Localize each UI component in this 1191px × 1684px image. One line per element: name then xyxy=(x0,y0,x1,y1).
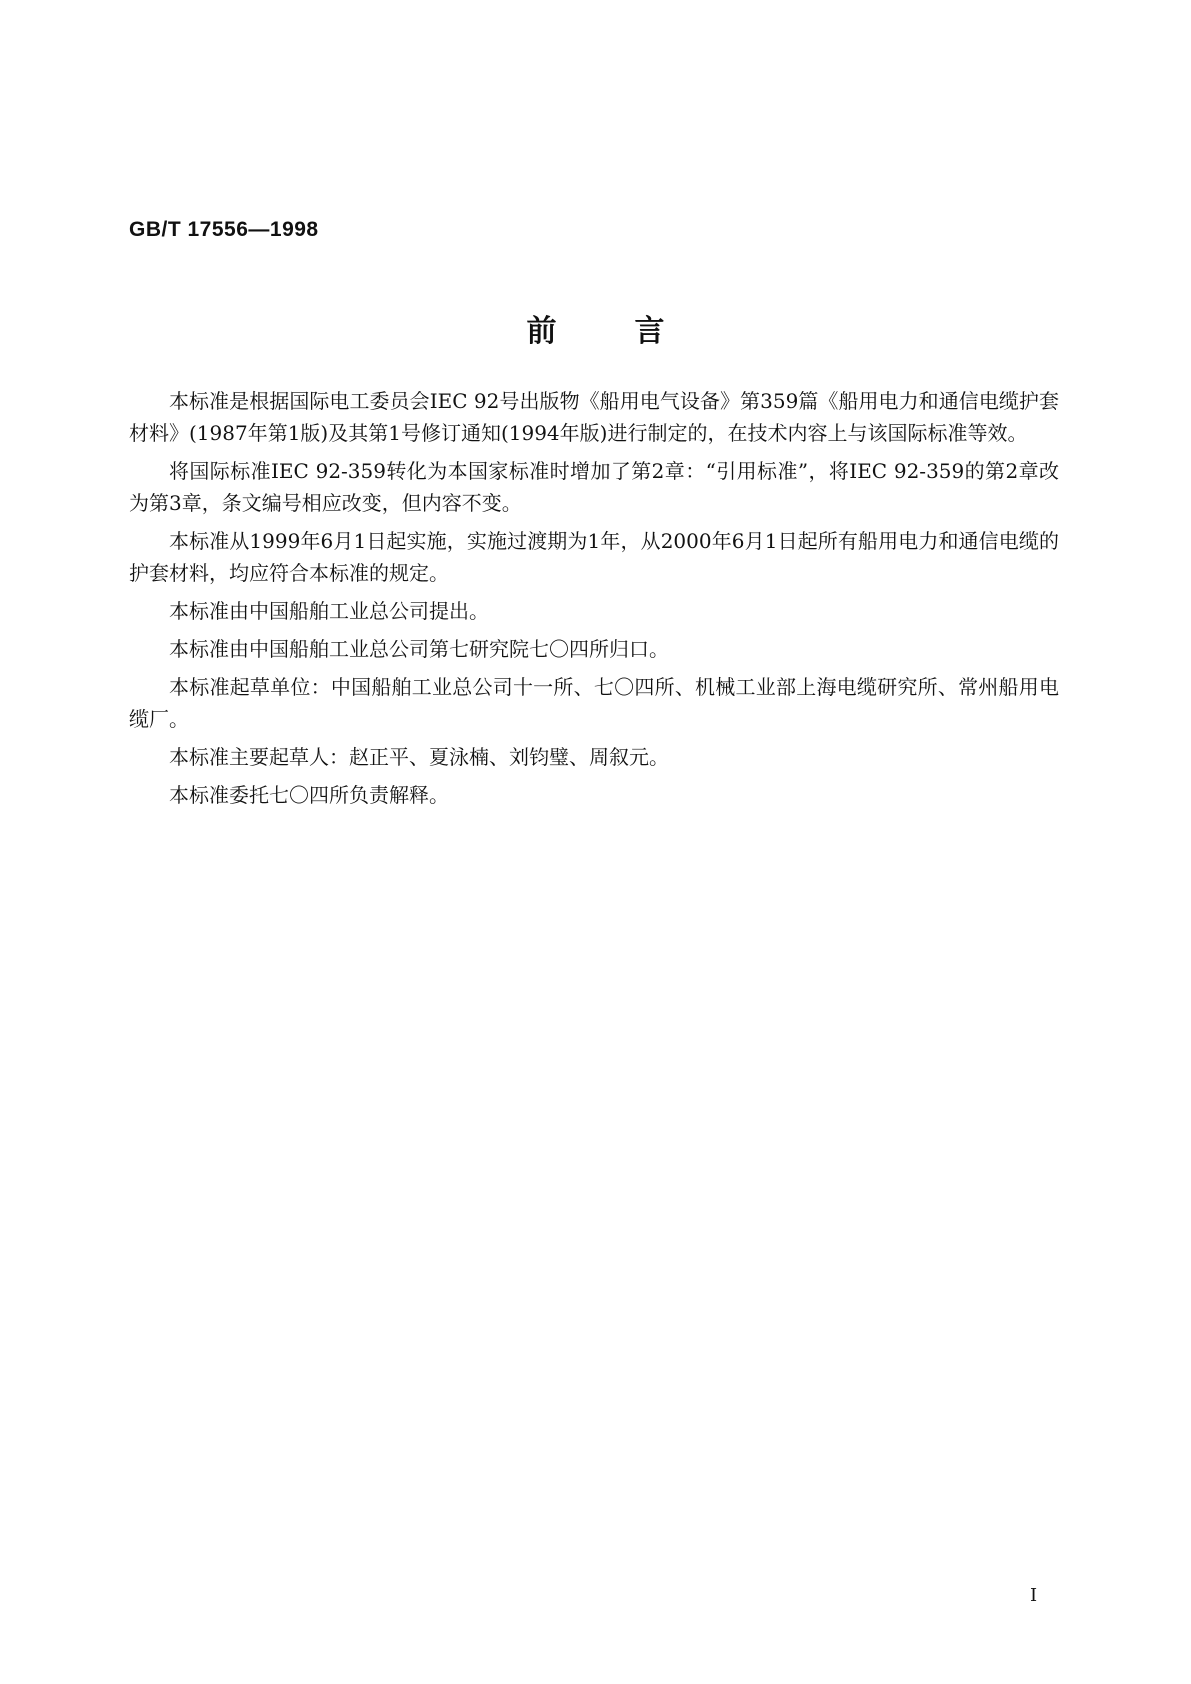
paragraph-drafting-units: 本标准起草单位：中国船舶工业总公司十一所、七〇四所、机械工业部上海电缆研究所、常州船用电缆厂。 xyxy=(129,675,1059,731)
page-title: 前言 xyxy=(526,314,743,349)
paragraph-changes: 将国际标准IEC 92-359转化为本国家标准时增加了第2章：“引用标准”，将IEC 92-359的第2章改为第3章，条文编号相应改变，但内容不变。 xyxy=(129,459,1059,515)
paragraph-administrator: 本标准由中国船舶工业总公司第七研究院七〇四所归口。 xyxy=(169,637,669,661)
foreword-body xyxy=(129,385,1059,817)
paragraph-proposer: 本标准由中国船舶工业总公司提出。 xyxy=(169,599,489,623)
paragraph-drafters: 本标准主要起草人：赵正平、夏泳楠、刘钧璧、周叙元。 xyxy=(169,745,669,769)
paragraph-basis: 本标准是根据国际电工委员会IEC 92号出版物《船用电气设备》第359篇《船用电力和通信电缆护套材料》(1987年第1版)及其第1号修订通知(1994年版)进行制定的，在技术内容上与该国际标准等效。 xyxy=(129,389,1059,445)
paragraph-implementation: 本标准从1999年6月1日起实施，实施过渡期为1年，从2000年6月1日起所有船用电力和通信电缆的护套材料，均应符合本标准的规定。 xyxy=(129,529,1059,585)
paragraph-interpretation: 本标准委托七〇四所负责解释。 xyxy=(169,783,449,807)
standard-code: GB/T 17556—1998 xyxy=(129,218,319,241)
page-number: I xyxy=(1030,1585,1038,1606)
